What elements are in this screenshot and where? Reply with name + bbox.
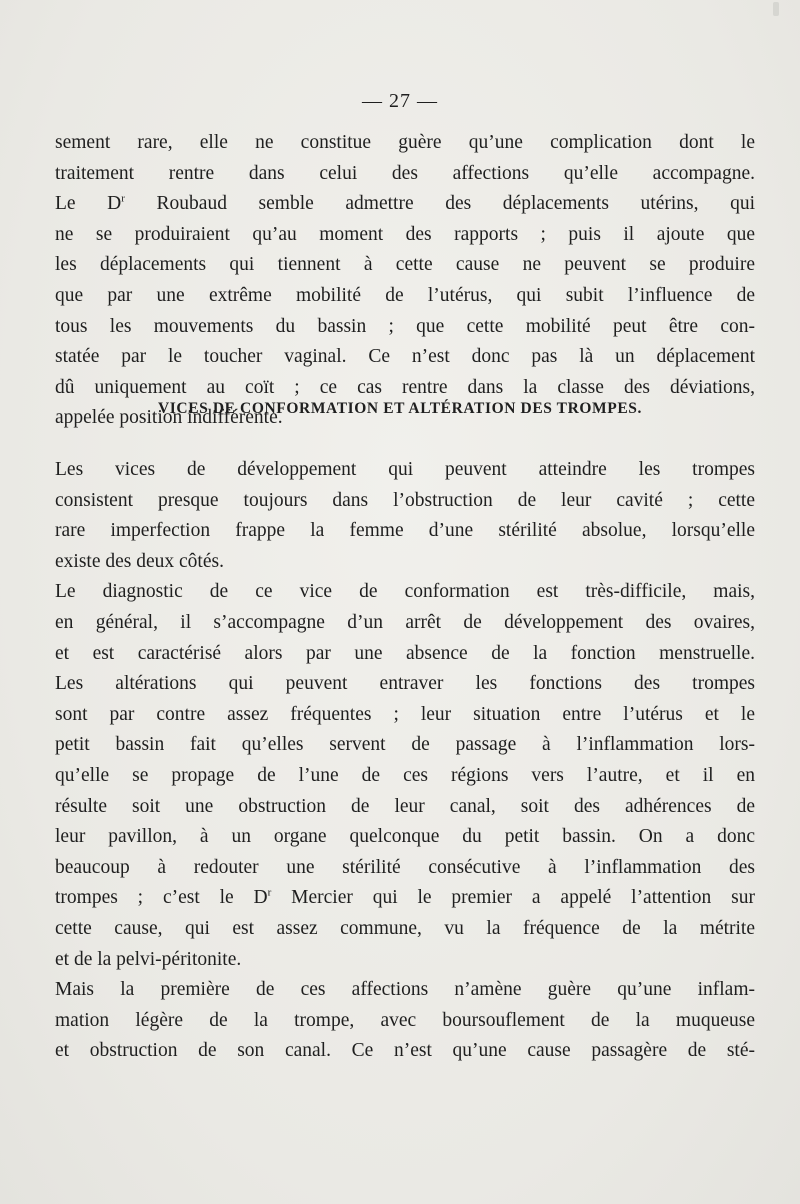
text-line: qu’elle se propage de l’une de ces régions vers l’autre, et il en xyxy=(55,764,755,786)
text-line: petit bassin fait qu’elles servent de passage à l’inflammation lors- xyxy=(55,734,755,756)
text-line: sont par contre assez fréquentes ; leur situation entre l’utérus et le xyxy=(55,703,755,725)
text-line: et obstruction de son canal. Ce n’est qu’une cause passagère de sté- xyxy=(55,1040,755,1062)
text-line: existe des deux côtés. xyxy=(55,550,224,572)
paragraph-block-1 xyxy=(55,128,755,434)
text-line: ne se produiraient qu’au moment des rapports ; puis il ajoute que xyxy=(55,223,755,245)
text-line: Mais la première de ces affections n’amène guère qu’une inflam- xyxy=(55,979,755,1001)
text-line: traitement rentre dans celui des affections qu’elle accompagne. xyxy=(55,162,755,184)
text-line: mation légère de la trompe, avec boursouflement de la muqueuse xyxy=(55,1009,755,1031)
text-line: cette cause, qui est assez commune, vu la fréquence de la métrite xyxy=(55,917,755,939)
text-line: Le $D^r$ Roubaud semble admettre des déplacements utérins, qui xyxy=(55,192,755,215)
paragraph-block-2 xyxy=(55,455,755,1067)
text-line: trompes ; c’est le $D^r$ Mercier qui le premier a appelé l’attention sur xyxy=(55,886,755,909)
text-line: leur pavillon, à un organe quelconque du petit bassin. On a donc xyxy=(55,826,755,848)
text-line: que par une extrême mobilité de l’utérus, qui subit l’influence de xyxy=(55,284,755,306)
text-line: sement rare, elle ne constitue guère qu’une complication dont le xyxy=(55,132,755,153)
section-heading: VICES DE CONFORMATION ET ALTÉRATION DES TROMPES. xyxy=(158,400,642,417)
text-line: résulte soit une obstruction de leur canal, soit des adhérences de xyxy=(55,795,755,817)
text-line: et de la pelvi-péritonite. xyxy=(55,948,242,970)
text-line: beaucoup à redouter une stérilité consécutive à l’inflammation des xyxy=(55,856,755,878)
page-mark xyxy=(773,2,779,16)
text-line: appelée position indifférente. xyxy=(55,407,283,429)
text-line: Les altérations qui peuvent entraver les fonctions des trompes xyxy=(55,673,755,695)
text-line: consistent presque toujours dans l’obstruction de leur cavité ; cette xyxy=(55,489,755,511)
text-line: rare imperfection frappe la femme d’une stérilité absolue, lorsqu’elle xyxy=(55,520,755,542)
text-line: Les vices de développement qui peuvent atteindre les trompes xyxy=(55,459,755,480)
text-line: les déplacements qui tiennent à cette cause ne peuvent se produire xyxy=(55,254,755,276)
text-line: Le diagnostic de ce vice de conformation est très-difficile, mais, xyxy=(55,581,755,603)
page-number: — 27 — xyxy=(362,90,438,112)
text-line: et est caractérisé alors par une absence de la fonction menstruelle. xyxy=(55,642,755,664)
text-line: statée par le toucher vaginal. Ce n’est donc pas là un déplacement xyxy=(55,346,755,368)
text-line: dû uniquement au coït ; ce cas rentre dans la classe des déviations, xyxy=(55,376,755,398)
text-line: en général, il s’accompagne d’un arrêt de développement des ovaires, xyxy=(55,611,755,633)
text-line: tous les mouvements du bassin ; que cette mobilité peut être con- xyxy=(55,315,755,337)
